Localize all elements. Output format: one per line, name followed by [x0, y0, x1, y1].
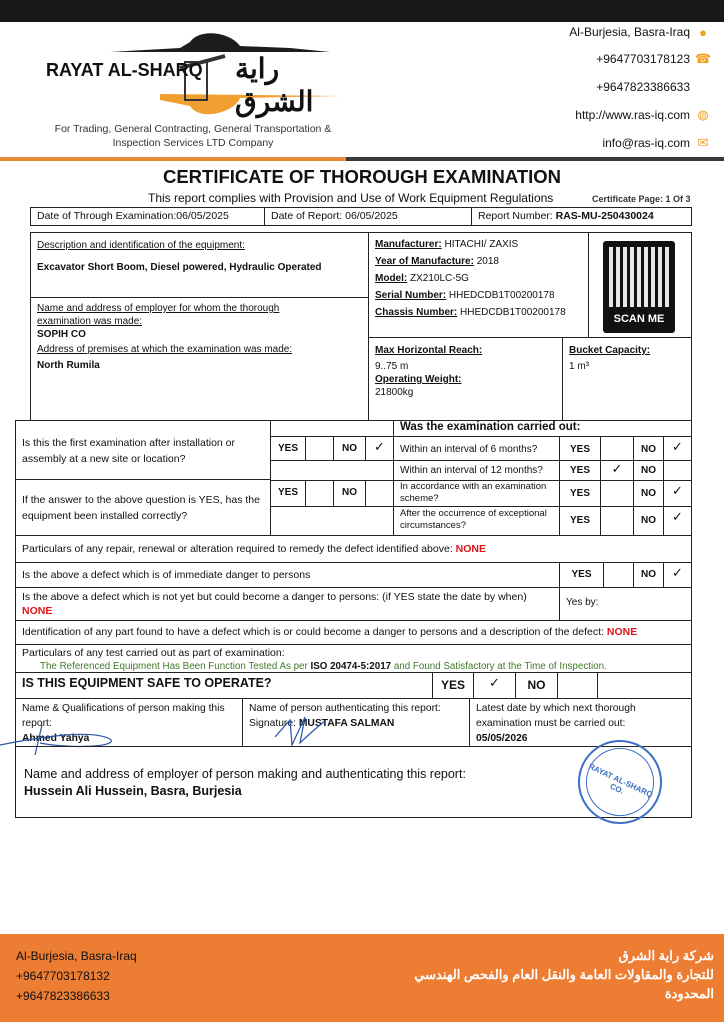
c1-no: NO: [633, 436, 664, 461]
c1-no-checkmark-icon[interactable]: ✓: [663, 436, 692, 461]
contact-address: Al-Burjesia, Basra-Iraq ●: [569, 25, 710, 39]
c3-no: NO: [633, 480, 664, 507]
q1-yes: YES: [270, 436, 306, 461]
immediate-yes: YES: [559, 562, 604, 588]
q1-no-checkmark-icon[interactable]: ✓: [365, 436, 394, 461]
c3-no-checkmark-icon[interactable]: ✓: [663, 480, 692, 507]
immediate-yes-box[interactable]: [603, 562, 634, 588]
qr-cell: [588, 232, 692, 338]
header-divider: [0, 157, 346, 161]
employer-info: Name and address of employer for whom the thorough examination was made: SOPIH CO Address of premises at which the examination was made: North Rumila: [30, 297, 369, 421]
mail-icon: ✉: [697, 135, 709, 150]
safe-no: NO: [515, 672, 558, 699]
potential-danger-question: Is the above a defect which is not yet but could become a danger to persons: (if YES state the date by when) NONE: [15, 587, 560, 621]
q2-yes: YES: [270, 480, 306, 507]
c1-yes-box[interactable]: [600, 436, 634, 461]
page-info: Certificate Page: 1 Of 3: [592, 194, 691, 204]
immediate-no-checkmark-icon[interactable]: ✓: [663, 562, 692, 588]
reach-weight: Max Horizontal Reach: 9..75 m Operating Weight: 21800kg: [368, 337, 563, 421]
report-number: Report Number: RAS-MU-250430024: [471, 207, 692, 226]
interval-12-months: Within an interval of 12 months?: [393, 460, 560, 481]
examination-scheme: In accordance with an examination scheme?: [393, 480, 560, 507]
company-logo: [40, 24, 350, 124]
location-pin-icon: ●: [699, 24, 707, 40]
blank-cell: [597, 672, 692, 699]
safe-yes: YES: [432, 672, 474, 699]
report-authenticator: Name of person authenticating this report: Signature: MUSTAFA SALMAN: [242, 698, 470, 747]
repair-particulars: Particulars of any repair, renewal or alteration required to remedy the defect identified above: NONE: [15, 535, 692, 563]
q2-no-box[interactable]: [365, 480, 394, 507]
question-installed-correctly: If the answer to the above question is YES, has the equipment been installed correctly?: [15, 479, 271, 536]
report-maker: Name & Qualifications of person making this report: Ahmed Yahya: [15, 698, 243, 747]
c4-yes: YES: [559, 506, 601, 536]
qr-code[interactable]: [603, 241, 675, 333]
equipment-description: Description and identification of the equipment: Excavator Short Boom, Diesel powered, Hydraulic Operated: [30, 232, 369, 298]
contact-website[interactable]: http://www.ras-iq.com ◍: [575, 107, 709, 122]
c4-no: NO: [633, 506, 664, 536]
carried-out-header: Was the examination carried out:: [393, 420, 692, 437]
c1-yes: YES: [559, 436, 601, 461]
footer-contacts: Al-Burjesia, Basra-Iraq +9647703178132 +9647823386633: [16, 949, 137, 1003]
c2-no-box[interactable]: [663, 460, 692, 481]
footer-arabic-name: شركة راية الشرق للتجارة والمقاولات العامة والنقل العام والفحص الهندسي المحدودة: [414, 948, 714, 1001]
scan-me-label: SCAN ME: [613, 313, 665, 325]
bucket-capacity: Bucket Capacity: 1 m³: [562, 337, 692, 421]
immediate-danger-question: Is the above a defect which is of immediate danger to persons: [15, 562, 560, 588]
phone-icon: ☎: [694, 51, 712, 66]
top-bar: [0, 0, 724, 22]
c4-no-checkmark-icon[interactable]: ✓: [663, 506, 692, 536]
test-particulars: Particulars of any test carried out as part of examination: The Referenced Equipment Has Been Function Tested As per ISO 20474-5:2017 and Found Satisfactory at the Time of Inspection.: [15, 644, 692, 673]
c2-yes: YES: [559, 460, 601, 481]
c4-yes-box[interactable]: [600, 506, 634, 536]
exam-date: Date of Through Examination:06/05/2025: [30, 207, 265, 226]
company-name-en: RAYAT AL-SHARQ: [46, 60, 203, 80]
stamp-icon: RAYAT AL-SHARQ CO.: [587, 761, 655, 800]
yes-by: Yes by:: [559, 587, 692, 621]
q2-yes-box[interactable]: [305, 480, 334, 507]
blank-cell: [270, 506, 394, 536]
company-tagline: For Trading, General Contracting, General Transportation & Inspection Services LTD Company: [54, 123, 332, 149]
blank-cell: [270, 460, 394, 481]
header-divider-dark: [346, 157, 724, 161]
safe-to-operate-question: IS THIS EQUIPMENT SAFE TO OPERATE?: [15, 672, 433, 699]
interval-6-months: Within an interval of 6 months?: [393, 436, 560, 461]
qr-code-icon: [609, 247, 669, 307]
next-examination: Latest date by which next thorough examination must be carried out: 05/05/2026: [469, 698, 692, 747]
equipment-specs: Manufacturer: HITACHI/ ZAXIS Year of Manufacture: 2018 Model: ZX210LC-5G Serial Number: HHEDCDB1T00200178 Chassis Number: HHEDCDB1T00200178: [368, 232, 589, 338]
employer-of-person: Name and address of employer of person making and authenticating this report: Hussein Ali Hussein, Basra, Burjesia: [15, 746, 692, 818]
report-date: Date of Report: 06/05/2025: [264, 207, 472, 226]
c2-no: NO: [633, 460, 664, 481]
q2-no: NO: [333, 480, 366, 507]
contact-phone-1: +9647703178123 ☎: [596, 51, 712, 66]
globe-icon: ◍: [697, 107, 709, 122]
exceptional-circumstances: After the occurrence of exceptional circumstances?: [393, 506, 560, 536]
defect-identification: Identification of any part found to have a defect which is or could become a danger to persons and a description of the defect: NONE: [15, 620, 692, 645]
safe-yes-checkmark-icon[interactable]: ✓: [473, 672, 516, 699]
footer: [0, 934, 724, 1022]
blank-cell: [270, 420, 394, 437]
q1-yes-box[interactable]: [305, 436, 334, 461]
c3-yes-box[interactable]: [600, 480, 634, 507]
subtitle: This report complies with Provision and Use of Work Equipment Regulations: [148, 191, 554, 205]
contact-email[interactable]: info@ras-iq.com ✉: [602, 135, 709, 150]
certificate-title: CERTIFICATE OF THOROUGH EXAMINATION: [162, 166, 562, 187]
safe-no-box[interactable]: [557, 672, 598, 699]
immediate-no: NO: [633, 562, 664, 588]
question-first-exam: Is this the first examination after installation or assembly at a new site or location?: [15, 420, 271, 480]
contact-phone-2: +9647823386633: [596, 80, 690, 94]
c2-yes-checkmark-icon[interactable]: ✓: [600, 460, 634, 481]
q1-no: NO: [333, 436, 366, 461]
c3-yes: YES: [559, 480, 601, 507]
company-name-ar: راية الشرق: [235, 53, 314, 117]
